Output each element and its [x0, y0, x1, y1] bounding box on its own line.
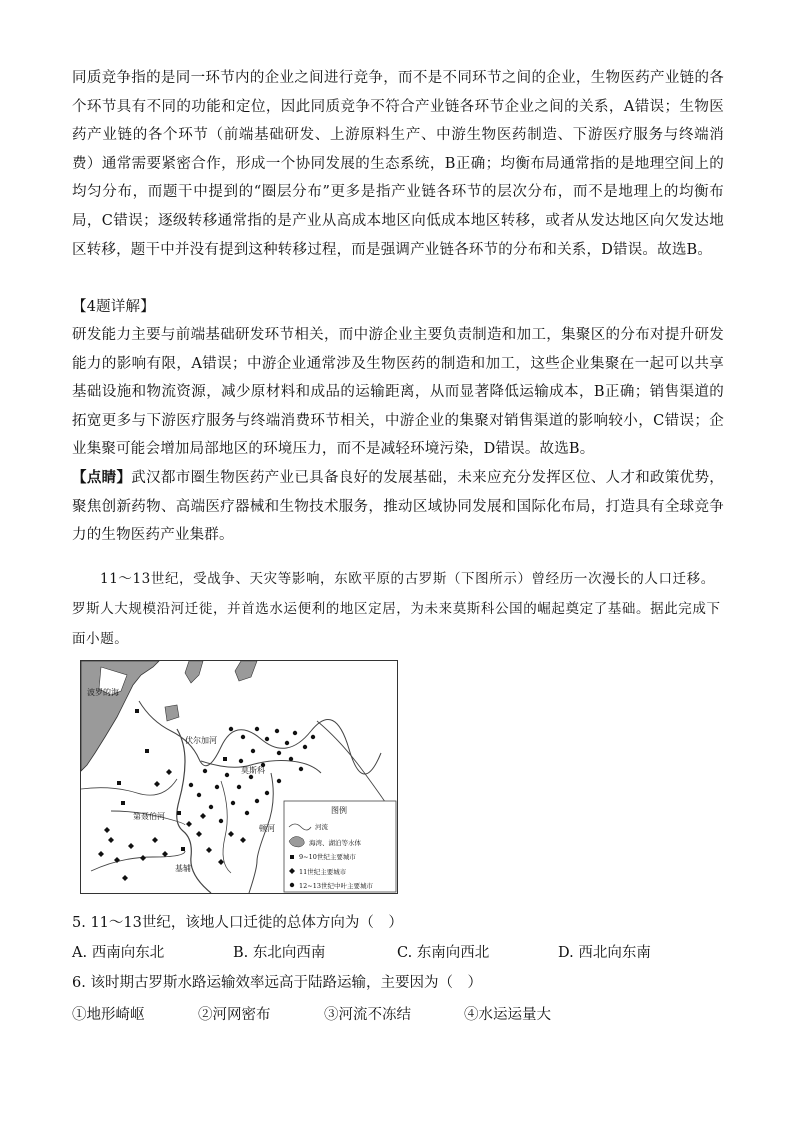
q5-option-b[interactable]: B. 东北向西南 [233, 945, 326, 961]
river-line [221, 781, 231, 873]
river-line [249, 773, 273, 893]
q6-option-1[interactable]: ①地形崎岖 [72, 1007, 145, 1023]
tip-label: 【点睛】 [72, 469, 132, 486]
label-don: 顿河 [259, 824, 275, 833]
label-dnieper: 第聂伯河 [133, 812, 165, 821]
answer-paragraph-4: 研发能力主要与前端基础研发环节相关，而中游企业主要负责制造和加工，集聚区的分布对提升研发能力的影响有限，A错误；中游企业通常涉及生物医药的制造和加工，这些企业集聚在一起可以共享基础设施和物流资源，减少原材料和成品的运输距离，从而显著降低运输成本，B正确；销售渠道的拓宽更多与下游医疗服务与终端消费环节相关，中游企业的集聚对销售渠道的影响较小，C错误；企业集聚可能会增加局部地区的环境压力，而不是减轻环境污染，D错误。故选B。 [72, 327, 724, 458]
label-kiev: 基辅 [175, 864, 191, 873]
q5-option-c[interactable]: C. 东南向西北 [397, 945, 490, 961]
label-moscow: 莫斯科 [241, 766, 265, 775]
river-line [81, 779, 177, 795]
legend-item-11: 11世纪主要城市 [299, 868, 347, 876]
answer-paragraph-3: 同质竞争指的是同一环节内的企业之间进行竞争，而不是不同环节之间的企业，生物医药产业链的各个环节具有不同的功能和定位，因此同质竞争不符合产业链各环节企业之间的关系，A错误；生物医药产业链的各个环节（前端基础研发、上游原料生产、中游生物医药制造、下游医疗服务与终端消费）通常需要紧密合作，形成一个协同发展的生态系统，B正确；均衡布局通常指的是地理空间上的均匀分布，而题干中提到的“圈层分布”更多是指产业链各环节的层次分布，而不是地理上的均衡布局，C错误；逐级转移通常指的是产业从高成本地区向低成本地区转移，或者从发达地区向欠发达地区转移，题干中并没有提到这种转移过程，而是强调产业链各环节的分布和关系，D错误。故选B。 [72, 70, 724, 258]
tip-text: 武汉都市圈生物医药产业已具备良好的发展基础，未来应充分发挥区位、人才和政策优势，聚焦创新药物、高端医疗器械和生物技术服务，推动区域协同发展和国际化布局，打造具有全球竞争力的生物医药产业集群。 [72, 470, 724, 544]
label-volga: 伏尔加河 [185, 736, 217, 745]
lake-shape [185, 661, 203, 683]
tip-paragraph [72, 464, 724, 550]
river-line [317, 721, 391, 811]
q6-option-3[interactable]: ③河流不冻结 [324, 1007, 411, 1023]
section-heading-q4: 【4题详解】 [72, 299, 155, 315]
map-legend [284, 801, 396, 892]
rus-migration-map [80, 660, 398, 894]
legend-circle-symbol [290, 883, 294, 887]
legend-item-water: 海湾、湖泊等水体 [309, 839, 361, 847]
question-intro: 11～13世纪，受战争、天灾等影响，东欧平原的古罗斯（下图所示）曾经历一次漫长的人口迁移。罗斯人大规模沿河迁徙，并首选水运便利的地区定居，为未来莫斯科公国的崛起奠定了基础。据此完成下面小题。 [72, 571, 721, 647]
river-line [91, 851, 185, 871]
q5-option-a[interactable]: A. 西南向东北 [72, 945, 165, 961]
question-5-stem: 5. 11～13世纪，该地人口迁徙的总体方向为（ ） [72, 915, 403, 931]
question-6-stem: 6. 该时期古罗斯水路运输效率远高于陆路运输，主要因为（ ） [72, 975, 482, 991]
label-baltic-sea: 波罗的海 [87, 688, 119, 697]
legend-title: 图例 [331, 806, 347, 815]
q6-option-4[interactable]: ④水运运量大 [464, 1007, 551, 1023]
legend-item-river: 河流 [315, 823, 328, 831]
q6-option-2[interactable]: ②河网密布 [198, 1007, 271, 1023]
lake-shape [165, 705, 179, 721]
legend-item-12-13: 12~13世纪中叶主要城市 [299, 882, 373, 890]
legend-square-symbol [290, 855, 294, 859]
q5-option-d[interactable]: D. 西北向东南 [558, 945, 651, 961]
map-svg [81, 661, 397, 893]
lake-shape [235, 661, 257, 681]
legend-item-9-10: 9~10世纪主要城市 [299, 853, 356, 861]
city-markers [98, 709, 315, 881]
